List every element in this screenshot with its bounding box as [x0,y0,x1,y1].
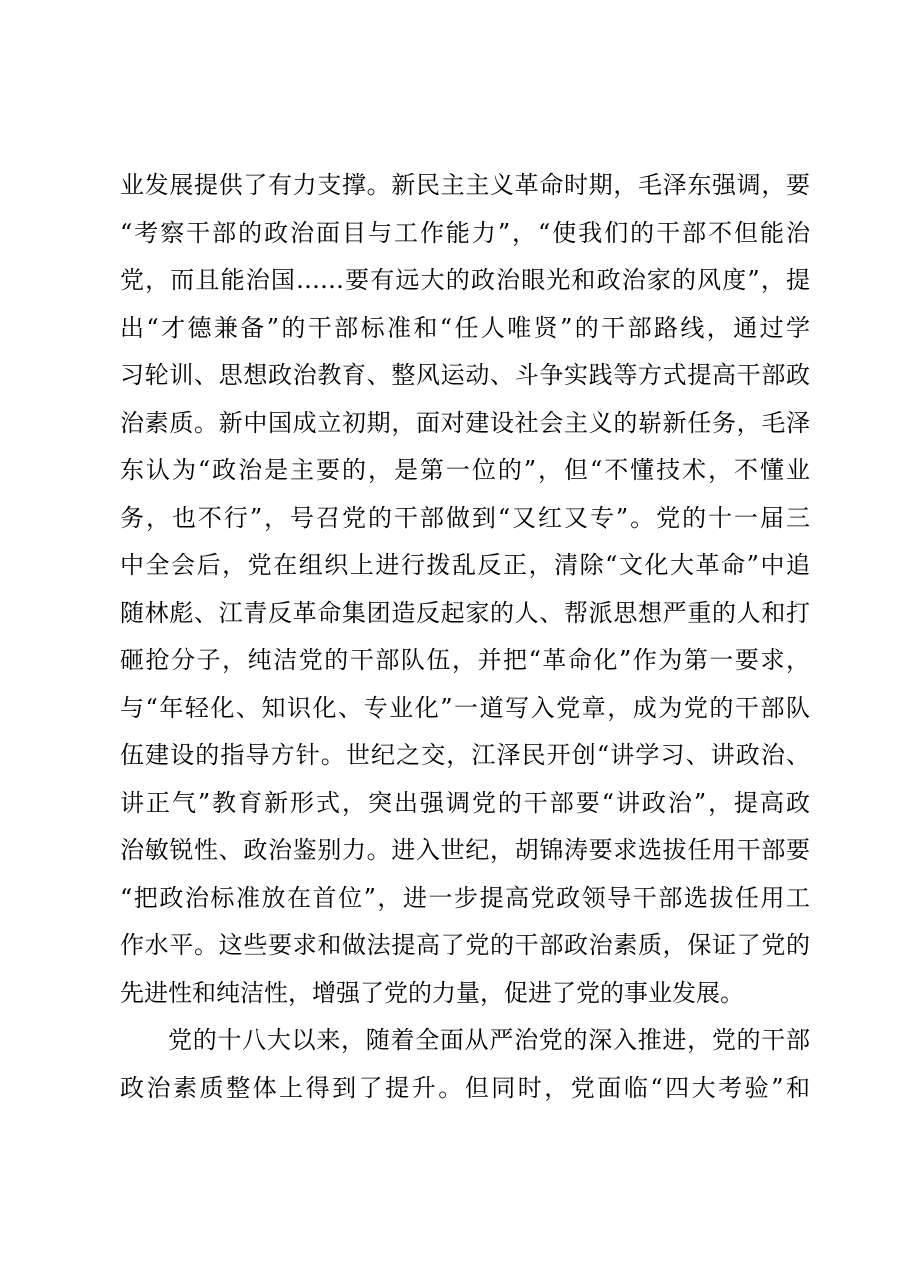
text-line: 业发展提供了有力支撑。新民主主义革命时期，毛泽东强调，要 [120,171,810,199]
text-line: 砸抢分子，纯洁党的干部队伍，并把“革命化”作为第一要求， [120,646,810,674]
text-line: “把政治标准放在首位”，进一步提高党政领导干部选拔任用工 [120,883,810,912]
text-line: 讲正气”教育新形式，突出强调党的干部要“讲政治”，提高政 [120,788,810,817]
text-line: 务，也不行”，号召党的干部做到“又红又专”。党的十一届三 [120,503,810,532]
text-line: 随林彪、江青反革命集团造反起家的人、帮派思想严重的人和打 [120,598,810,627]
text-line: 中全会后，党在组织上进行拨乱反正，清除“文化大革命”中追 [120,551,810,579]
text-line: 伍建设的指导方针。世纪之交，江泽民开创“讲学习、讲政治、 [120,741,810,769]
text-line: 治素质。新中国成立初期，面对建设社会主义的崭新任务，毛泽 [120,408,810,437]
text-line: 东认为“政治是主要的，是第一位的”，但“不懂技术，不懂业 [120,456,810,484]
text-line: “考察干部的政治面目与工作能力”，“使我们的干部不但能治 [120,218,810,247]
body-text [120,162,810,1112]
text-line: 治敏锐性、政治鉴别力。进入世纪，胡锦涛要求选拔任用干部要 [120,836,810,864]
text-line: 作水平。这些要求和做法提高了党的干部政治素质，保证了党的 [120,931,810,959]
text-line: 党的十八大以来，随着全面从严治党的深入推进，党的干部 [168,1026,810,1054]
text-line: 出“才德兼备”的干部标准和“任人唯贤”的干部路线，通过学 [120,313,810,342]
text-line: 政治素质整体上得到了提升。但同时，党面临“四大考验”和 [120,1073,810,1102]
text-line: 与“年轻化、知识化、专业化”一道写入党章，成为党的干部队 [120,693,810,722]
text-line: 习轮训、思想政治教育、整风运动、斗争实践等方式提高干部政 [120,361,810,389]
paragraph [120,1017,810,1112]
paragraph [120,162,810,1017]
text-line: 先进性和纯洁性，增强了党的力量，促进了党的事业发展。 [120,978,744,1007]
text-line: 党，而且能治国……要有远大的政治眼光和政治家的风度”，提 [120,266,810,294]
